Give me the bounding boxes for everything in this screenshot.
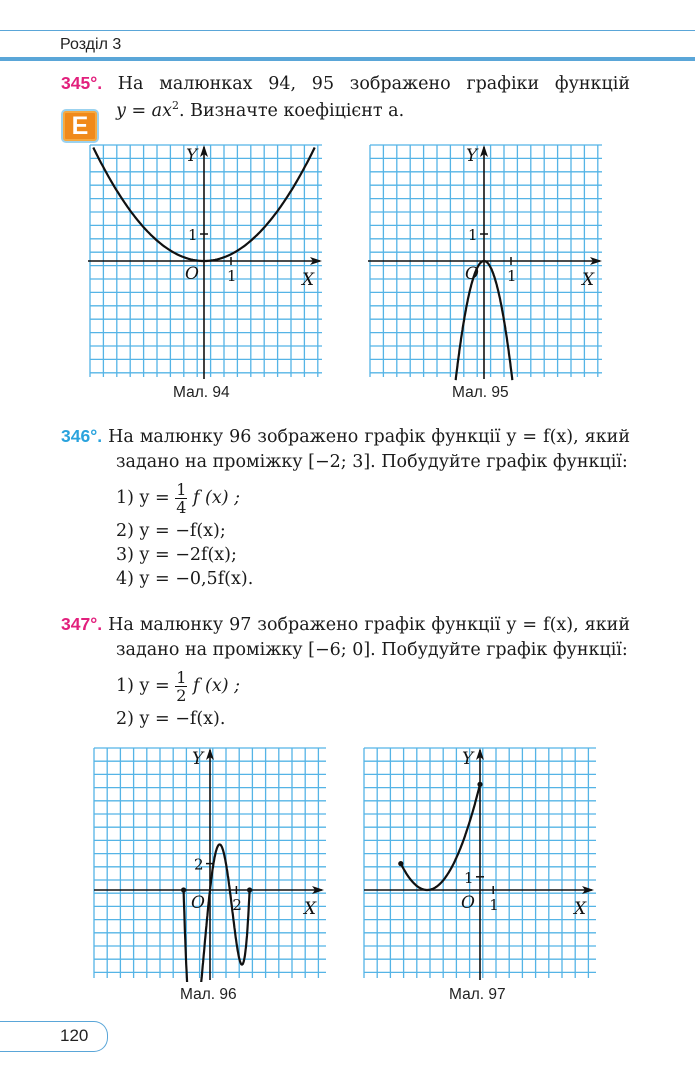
page-number: 120 [60, 1026, 89, 1045]
x-axis-label: X [574, 899, 587, 919]
figure-97-graph [362, 744, 598, 982]
task-347-line2: задано на проміжку [−6; 0]. Побудуйте графік функції: [116, 640, 628, 660]
task-346-number: 346°. [61, 426, 103, 446]
section-title: Розділ 3 [60, 36, 122, 53]
task-347-item2: 2) y = −f(x). [116, 709, 226, 729]
task-346-line1 [61, 426, 630, 447]
task-345-line2 [116, 99, 404, 121]
y-tick-label: 1 [464, 868, 474, 887]
y-tick-label: 2 [194, 855, 204, 874]
frac-den: 4 [176, 498, 187, 517]
y-axis-label: Y [192, 749, 204, 769]
frac-num: 1 [176, 668, 187, 687]
task-346-text: На малюнку 96 зображено графік функції y = f(x), який [108, 427, 630, 447]
y-tick-label: 1 [188, 226, 198, 244]
endpoint-dot [247, 887, 252, 892]
task-346-item3: 3) y = −2f(x); [116, 545, 237, 565]
endpoint-dot [181, 887, 186, 892]
item1-suffix: f (x) ; [192, 676, 241, 696]
y-axis-label: Y [462, 749, 474, 769]
origin-label: O [465, 264, 479, 284]
formula-y-ax: y = ax [116, 100, 172, 121]
figure-95-graph [366, 141, 606, 381]
frac-den: 2 [176, 686, 187, 705]
origin-label: O [185, 264, 199, 284]
task-345-question: . Визначте коефіцієнт a. [178, 100, 405, 121]
figure-94-caption: Мал. 94 [173, 384, 230, 401]
task-346-line2: задано на проміжку [−2; 3]. Побудуйте графік функції: [116, 452, 628, 472]
formula-exp: 2 [171, 99, 179, 112]
y-axis-label: Y [466, 146, 478, 166]
x-tick-label: 1 [227, 267, 237, 285]
item1-prefix: 1) y = [116, 488, 170, 508]
task-346-item2: 2) y = −f(x); [116, 521, 226, 541]
figure-97-caption: Мал. 97 [449, 986, 506, 1003]
y-axis-label: Y [186, 146, 198, 166]
x-axis-label: X [582, 270, 595, 290]
y-tick-label: 1 [468, 226, 478, 244]
task-346-item1 [116, 478, 240, 518]
origin-label: O [191, 893, 205, 913]
task-347-item1 [116, 666, 240, 706]
task-346-item4: 4) y = −0,5f(x). [116, 569, 254, 589]
fraction-one-half [175, 669, 187, 704]
figure-96-caption: Мал. 96 [180, 986, 237, 1003]
task-345-line1 [61, 73, 630, 94]
level-badge: E [61, 109, 99, 143]
task-345-number: 345°. [61, 73, 103, 93]
task-345-text: На малюнках 94, 95 зображено графіки функцій [117, 74, 630, 94]
x-axis-label: X [302, 270, 315, 290]
endpoint-dot [477, 782, 482, 787]
frac-num: 1 [176, 480, 187, 499]
figure-96-graph [92, 744, 328, 982]
item1-suffix: f (x) ; [192, 488, 241, 508]
task-347-number: 347°. [61, 614, 103, 634]
x-tick-label: 1 [507, 267, 517, 285]
endpoint-dot [398, 861, 403, 866]
x-tick-label: 1 [489, 896, 499, 914]
fraction-one-quarter [175, 481, 187, 516]
item1-prefix: 1) y = [116, 676, 170, 696]
x-axis-label: X [304, 899, 317, 919]
figure-94-graph [86, 141, 326, 381]
figure-95-caption: Мал. 95 [452, 384, 509, 401]
task-347-text: На малюнку 97 зображено графік функції y = f(x), який [108, 615, 630, 635]
origin-label: O [461, 893, 475, 913]
task-347-line1 [61, 614, 630, 635]
page-number-tab [0, 1021, 108, 1052]
x-tick-label: 2 [232, 896, 242, 914]
